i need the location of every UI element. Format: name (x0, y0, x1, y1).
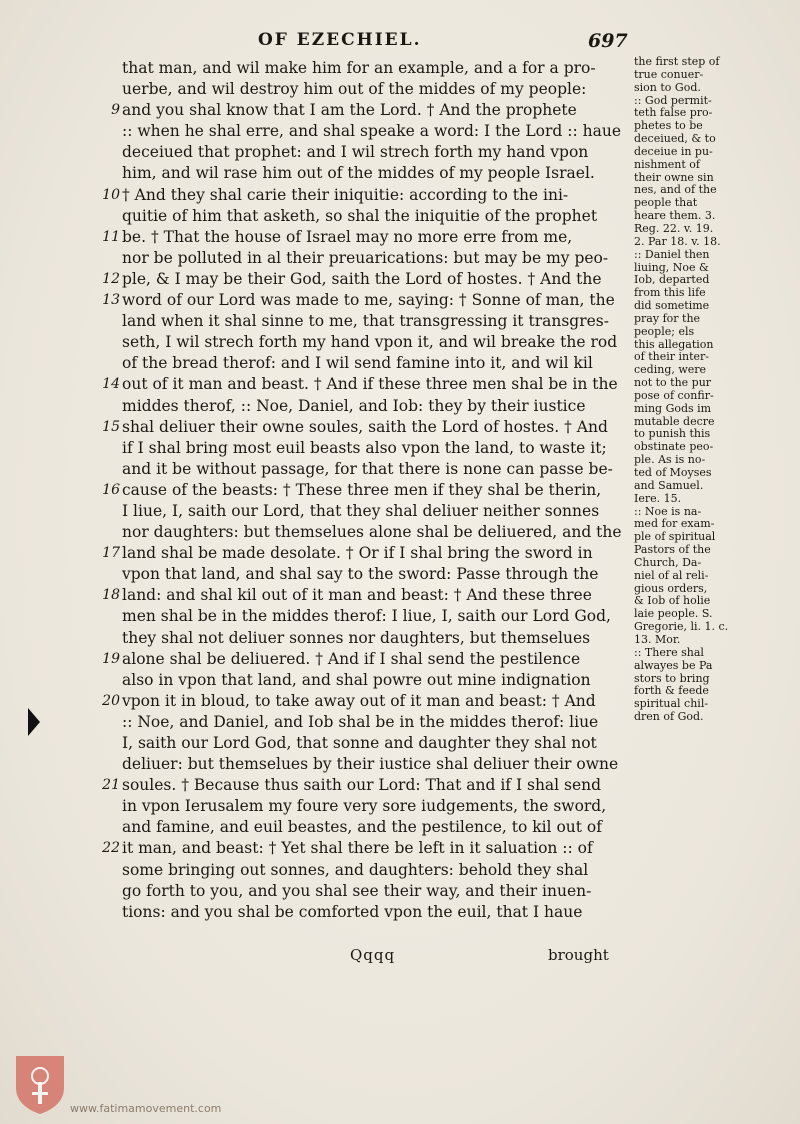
margin-note-line: gious orders, (634, 582, 708, 595)
text-line (96, 58, 628, 79)
verse-number: 11 (102, 228, 120, 245)
text-line (96, 100, 628, 121)
margin-note-line: pray for the (634, 312, 701, 325)
verse-number: 15 (102, 418, 120, 435)
margin-note-line: dren of God. (634, 711, 704, 724)
line-text: I liue, I, saith our Lord, that they shal deliuer neither sonnes (122, 501, 600, 520)
text-line (96, 269, 628, 290)
line-text: vpon that land, and shal say to the sword: Passe through the (122, 565, 599, 584)
text-line (96, 585, 628, 606)
line-text: and famine, and euil beastes, and the pestilence, to kil out of (122, 818, 602, 837)
margin-note-line: forth & feede (634, 685, 709, 698)
text-line (96, 438, 628, 459)
text-line (96, 838, 628, 859)
margin-note-line: :: God permit- (634, 94, 712, 107)
line-text: out of it man and beast. † And if these three men shal be in the (122, 375, 618, 394)
text-line (96, 79, 628, 100)
margin-note-line: ceding, were (634, 364, 707, 377)
verse-number: 22 (102, 840, 120, 857)
margin-note-line: Pastors of the (634, 544, 711, 557)
margin-note-line: :: Daniel then (634, 248, 710, 261)
line-text: they shal not deliuer sonnes nor daughters, but themselues (122, 628, 591, 647)
text-line (96, 396, 628, 417)
text-line (96, 501, 628, 522)
verse-number: 18 (102, 587, 120, 604)
margin-note-line: mutable decre (634, 415, 715, 428)
text-line (96, 353, 628, 374)
website-watermark: www.fatimamovement.com (70, 1102, 222, 1115)
line-text: land: and shal kil out of it man and beast: † And these three (122, 586, 592, 605)
line-text: men shal be in the middes therof: I liue, I, saith our Lord God, (122, 607, 611, 626)
margin-note-line: heare them. 3. (634, 210, 716, 223)
margin-note-line: 13. Mor. (634, 633, 681, 646)
margin-note-line: their owne sin (634, 171, 714, 184)
running-title: OF EZECHIEL. (258, 30, 422, 50)
page-edge-tab-icon (28, 708, 40, 736)
text-line (96, 248, 628, 269)
margin-note-line: niel of al reli- (634, 569, 709, 582)
verse-number: 9 (111, 102, 120, 119)
line-text: word of our Lord was made to me, saying: † Sonne of man, the (122, 291, 615, 310)
text-line (96, 332, 628, 353)
margin-note-line: obstinate peo- (634, 441, 714, 454)
line-text: be. † That the house of Israel may no more erre from me, (122, 227, 573, 246)
margin-note-line: ple of spiritual (634, 531, 716, 544)
line-text: also in vpon that land, and shal powre out mine indignation (122, 670, 591, 689)
margin-note-line: true conuer- (634, 68, 704, 81)
line-text: quitie of him that asketh, so shal the iniquitie of the prophet (122, 206, 598, 225)
signature-mark: Qqqq (350, 946, 396, 964)
line-text: uerbe, and wil destroy him out of the middes of my people: (122, 80, 587, 99)
line-text: tions: and you shal be comforted vpon the euil, that I haue (122, 902, 583, 921)
line-text: him, and wil rase him out of the middes of my people Israel. (122, 164, 595, 183)
text-line (96, 649, 628, 670)
text-line (96, 691, 628, 712)
margin-note-line: ming Gods im (634, 402, 712, 415)
margin-note-line: laie people. S. (634, 608, 713, 621)
text-line (96, 480, 628, 501)
margin-note-line: pose of confir- (634, 389, 714, 402)
text-line (96, 564, 628, 585)
text-line (96, 628, 628, 649)
margin-note-line: 2. Par 18. v. 18. (634, 235, 721, 248)
text-line (96, 311, 628, 332)
margin-note-line: of their inter- (634, 351, 709, 364)
line-text: vpon it in bloud, to take away out of it man and beast: † And (122, 691, 596, 710)
margin-note-line: stors to bring (634, 672, 710, 685)
main-text-column (96, 58, 628, 923)
text-line (96, 417, 628, 438)
margin-notes-column (634, 56, 766, 724)
text-line (96, 606, 628, 627)
margin-note-line: from this life (634, 287, 706, 300)
line-text: if I shal bring most euil beasts also vpon the land, to waste it; (122, 438, 607, 457)
line-text: and it be without passage, for that there is none can passe be- (122, 459, 613, 478)
verse-number: 10 (102, 186, 120, 203)
line-text: and you shal know that I am the Lord. † And the prophete (122, 101, 577, 120)
page-number: 697 (588, 30, 628, 52)
margin-note-line: :: There shal (634, 646, 704, 659)
margin-note-line: med for exam- (634, 518, 715, 531)
margin-note-line: :: Noe is na- (634, 505, 702, 518)
text-line (96, 227, 628, 248)
text-line (96, 522, 628, 543)
text-line (96, 185, 628, 206)
line-text: deliuer: but themselues by their iustice shal deliuer their owne (122, 755, 619, 774)
margin-note-line: nes, and of the (634, 184, 717, 197)
margin-note-line: nishment of (634, 158, 700, 171)
margin-note-line: did sometime (634, 300, 710, 313)
margin-note-line: people that (634, 197, 698, 210)
line-text: in vpon Ierusalem my foure very sore iudgements, the sword, (122, 797, 607, 816)
text-line (96, 543, 628, 564)
line-text: that man, and wil make him for an example, and a for a pro- (122, 59, 596, 77)
text-line (96, 374, 628, 395)
fatima-movement-logo (12, 1052, 68, 1116)
text-line (96, 670, 628, 691)
line-text: I, saith our Lord God, that sonne and daughter they shal not (122, 734, 597, 752)
margin-note-line: teth false pro- (634, 107, 713, 120)
margin-note-line: Reg. 22. v. 19. (634, 222, 714, 235)
line-text: soules. † Because thus saith our Lord: That and if I shal send (122, 776, 602, 795)
margin-note-line: ted of Moyses (634, 467, 712, 479)
verse-number: 13 (102, 292, 120, 309)
verse-number: 16 (102, 481, 120, 498)
margin-note-line: people; els (634, 325, 695, 338)
verse-number: 19 (102, 650, 120, 667)
line-text: † And they shal carie their iniquitie: according to the ini- (122, 185, 569, 204)
margin-note-line: and Samuel. (634, 479, 704, 492)
line-text: cause of the beasts: † These three men if they shal be therin, (122, 480, 602, 499)
margin-note-line: liuing, Noe & (634, 261, 709, 274)
margin-note-line: Iob, departed (634, 274, 710, 287)
text-line (96, 817, 628, 838)
line-text: :: Noe, and Daniel, and Iob shal be in the middes therof: liue (122, 712, 599, 731)
line-text: alone shal be deliuered. † And if I shal send the pestilence (122, 649, 581, 668)
text-line (96, 881, 628, 902)
line-text: nor be polluted in al their preuarications: but may be my peo- (122, 248, 609, 267)
text-line (96, 142, 628, 163)
margin-note-line: deceiue in pu- (634, 145, 713, 158)
line-text: nor daughters: but themselues alone shal be deliuered, and the (122, 523, 622, 542)
margin-note-line: Iere. 15. (634, 492, 682, 505)
margin-note-line: ple. As is no- (634, 454, 706, 467)
verse-number: 12 (102, 270, 120, 287)
margin-note-line: not to the pur (634, 377, 712, 390)
verse-number: 17 (102, 545, 120, 562)
text-line (96, 459, 628, 480)
line-text: middes therof, :: Noe, Daniel, and Iob: they by their iustice (122, 396, 586, 415)
text-line (96, 290, 628, 311)
text-line (96, 206, 628, 227)
text-line (96, 163, 628, 184)
verse-number: 21 (102, 777, 120, 794)
margin-note-line: phetes to be (634, 120, 703, 133)
line-text: :: when he shal erre, and shal speake a word: I the Lord :: haue (122, 122, 622, 141)
text-line (96, 775, 628, 796)
line-text: seth, I wil strech forth my hand vpon it, and wil breake the rod (122, 333, 618, 352)
text-line (96, 733, 628, 754)
margin-note-line: sion to God. (634, 81, 701, 94)
text-line (96, 860, 628, 881)
verse-number: 14 (102, 376, 120, 393)
line-text: some bringing out sonnes, and daughters: behold they shal (122, 860, 589, 879)
margin-note-line: spiritual chil- (634, 698, 709, 711)
text-line (96, 902, 628, 923)
text-line (96, 796, 628, 817)
line-text: land shal be made desolate. † Or if I shal bring the sword in (122, 544, 593, 563)
line-text: go forth to you, and you shal see their way, and their inuen- (122, 881, 592, 900)
verse-number: 20 (102, 692, 120, 709)
line-text: land when it shal sinne to me, that transgressing it transgres- (122, 312, 609, 331)
margin-note-line: to punish this (634, 428, 711, 441)
line-text: deceiued that prophet: and I wil strech forth my hand vpon (122, 143, 589, 162)
text-line (96, 121, 628, 142)
margin-note-line: & Iob of holie (634, 595, 711, 608)
text-line (96, 754, 628, 775)
margin-note-line: deceiued, & to (634, 133, 716, 146)
margin-note-line: Gregorie, li. 1. c. (634, 621, 729, 634)
catchword: brought (548, 946, 609, 964)
margin-note-line: Church, Da- (634, 556, 702, 569)
line-text: shal deliuer their owne soules, saith the Lord of hostes. † And (122, 417, 608, 436)
text-line (96, 712, 628, 733)
line-text: of the bread therof: and I wil send famine into it, and wil kil (122, 354, 593, 373)
margin-note-line: the first step of (634, 56, 720, 68)
margin-note-line: alwayes be Pa (634, 659, 713, 672)
margin-note-line: this allegation (634, 338, 714, 351)
line-text: it man, and beast: † Yet shal there be left in it saluation :: of (122, 839, 593, 858)
line-text: ple, & I may be their God, saith the Lord of hostes. † And the (122, 269, 602, 288)
